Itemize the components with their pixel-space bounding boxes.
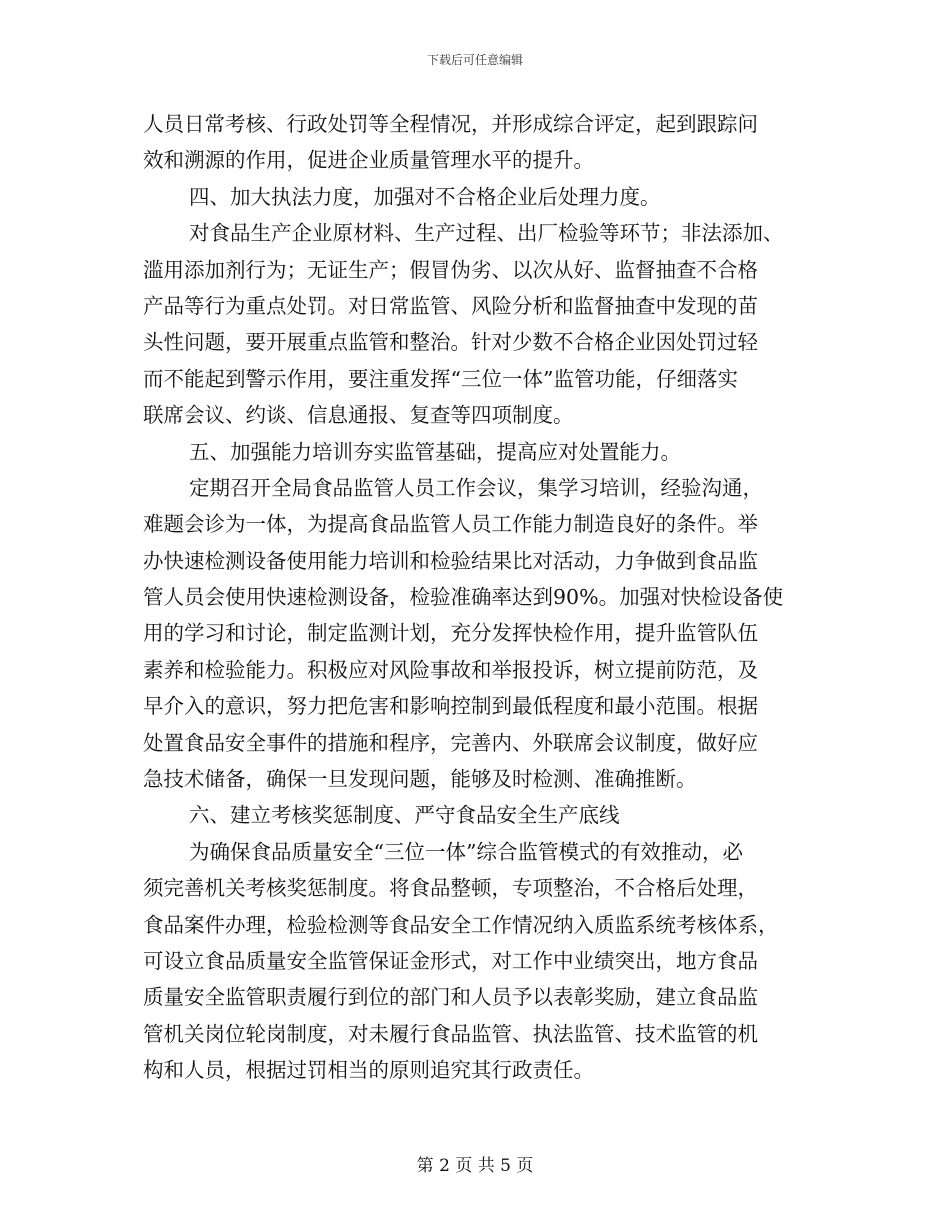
page-footer: 第 2 页 共 5 页: [416, 1156, 534, 1176]
text-line: 效和溯源的作用，促进企业质量管理水平的提升。: [143, 148, 594, 173]
text-line: 管机关岗位轮岗制度，对未履行食品监管、执法监管、技术监管的机: [143, 1021, 758, 1046]
text-line: 定期召开全局食品监管人员工作会议，集学习培训，经验沟通，: [189, 475, 763, 500]
text-line: 滥用添加剂行为；无证生产；假冒伪劣、以次从好、监督抽查不合格: [143, 257, 758, 282]
section-heading: 四、加大执法力度，加强对不合格企业后处理力度。: [189, 184, 661, 209]
text-line: 头性问题，要开展重点监管和整治。针对少数不合格企业因处罚过轻: [143, 330, 758, 355]
text-line: 素养和检验能力。积极应对风险事故和举报投诉，树立提前防范，及: [143, 657, 758, 682]
text-line: 可设立食品质量安全监管保证金形式，对工作中业绩突出，地方食品: [143, 948, 758, 973]
text-line: 用的学习和讨论，制定监测计划，充分发挥快检作用，提升监管队伍: [143, 621, 758, 646]
text-line: 构和人员，根据过罚相当的原则追究其行政责任。: [143, 1058, 594, 1083]
text-line: 办快速检测设备使用能力培训和检验结果比对活动，力争做到食品监: [143, 548, 758, 573]
section-heading: 五、加强能力培训夯实监管基础，提高应对处置能力。: [189, 439, 681, 464]
text-line: 急技术储备，确保一旦发现问题，能够及时检测、准确推断。: [143, 767, 697, 792]
text-line: 对食品生产企业原材料、生产过程、出厂检验等环节；非法添加、: [189, 221, 784, 246]
text-line: 处置食品安全事件的措施和程序，完善内、外联席会议制度，做好应: [143, 730, 758, 755]
text-line: 而不能起到警示作用，要注重发挥“三位一体”监管功能，仔细落实: [143, 366, 738, 391]
text-line: 早介入的意识，努力把危害和影响控制到最低程度和最小范围。根据: [143, 694, 758, 719]
page-header: 下载后可任意编辑: [426, 53, 523, 67]
section-heading: 六、建立考核奖惩制度、严守食品安全生产底线: [189, 803, 620, 828]
text-line: 为确保食品质量安全“三位一体”综合监管模式的有效推动，必: [189, 839, 743, 864]
text-line: 人员日常考核、行政处罚等全程情况，并形成综合评定，起到跟踪问: [143, 112, 758, 136]
text-line: 须完善机关考核奖惩制度。将食品整顿，专项整治，不合格后处理，: [143, 876, 758, 901]
text-line: 质量安全监管职责履行到位的部门和人员予以表彰奖励，建立食品监: [143, 985, 758, 1010]
text-line: 联席会议、约谈、信息通报、复查等四项制度。: [143, 403, 574, 428]
text-line: 难题会诊为一体，为提高食品监管人员工作能力制造良好的条件。举: [143, 512, 758, 537]
text-line: 管人员会使用快速检测设备，检验准确率达到90%。加强对快检设备使: [143, 585, 784, 610]
text-line: 食品案件办理，检验检测等食品安全工作情况纳入质监系统考核体系，: [143, 912, 779, 937]
text-line: 产品等行为重点处罚。对日常监管、风险分析和监督抽查中发现的苗: [143, 293, 758, 318]
document-body: [143, 106, 823, 1089]
